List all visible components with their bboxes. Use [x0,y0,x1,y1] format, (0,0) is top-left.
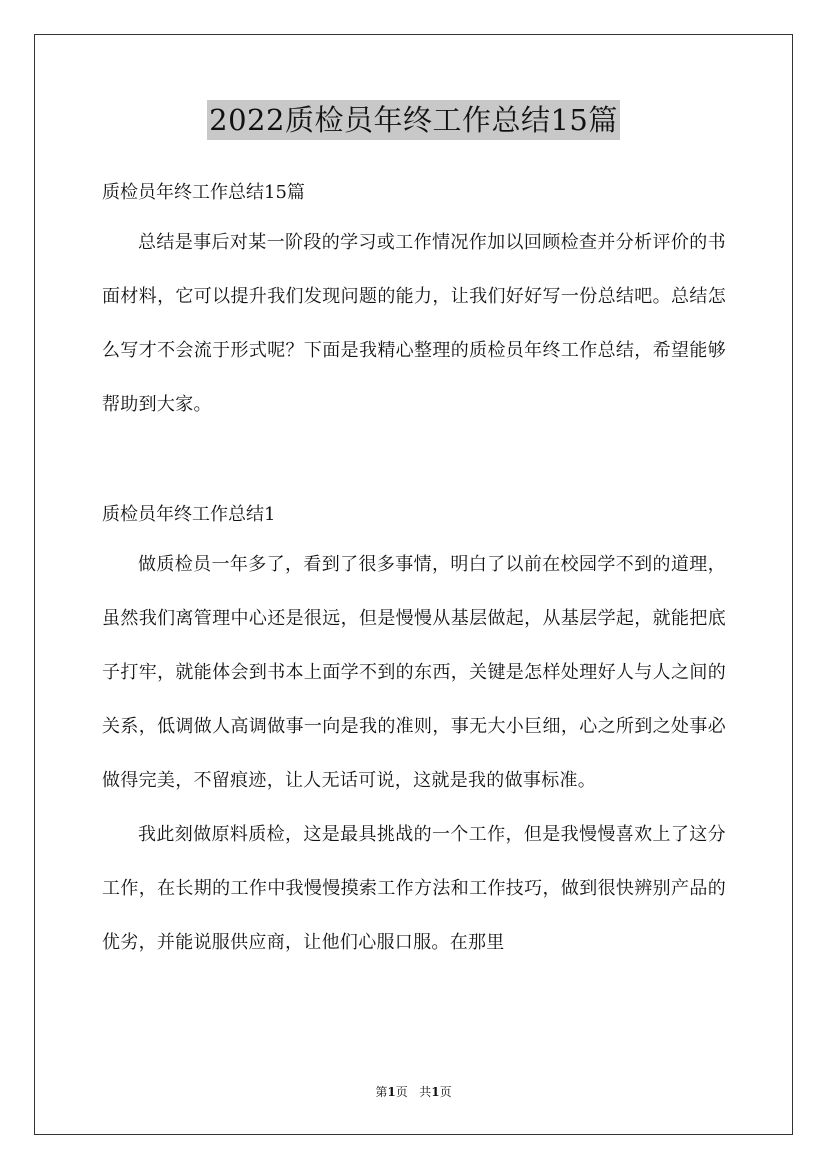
total-pages: 1 [431,1085,440,1099]
body-paragraph-2: 我此刻做原料质检，这是最具挑战的一个工作，但是我慢慢喜欢上了这分工作，在长期的工作中我慢慢摸索工作方法和工作技巧，做到很快辨别产品的优劣，并能说服供应商，让他们心服口服。在那里 [102,824,726,953]
page-prefix: 第 [375,1085,388,1099]
intro-paragraph: 总结是事后对某一阶段的学习或工作情况作加以回顾检查并分析评价的书面材料，它可以提升我们发现问题的能力，让我们好好写一份总结吧。总结怎么写才不会流于形式呢？下面是我精心整理的质检员年终工作总结，希望能够帮助到大家。 [102,232,726,415]
total-suffix: 页 [439,1085,452,1099]
document-subtitle: 质检员年终工作总结15篇 [102,182,305,203]
page-footer [0,1084,827,1100]
body-paragraph-1: 做质检员一年多了，看到了很多事情，明白了以前在校园学不到的道理，虽然我们离管理中心还是很远，但是慢慢从基层做起，从基层学起，就能把底子打牢，就能体会到书本上面学不到的东西，关键是怎样处理好人与人之间的关系，低调做人高调做事一向是我的准则，事无大小巨细，心之所到之处事必做得完美，不留痕迹，让人无话可说，这就是我的做事标准。 [102,554,726,791]
section-heading: 质检员年终工作总结1 [102,504,276,525]
page-suffix: 页 [395,1085,408,1099]
document-body [102,170,726,970]
total-prefix: 共 [419,1085,432,1099]
page-number: 1 [387,1085,396,1099]
section-spacer [102,432,726,492]
document-title: 2022质检员年终工作总结15篇 [207,100,620,140]
title-container [0,100,827,140]
